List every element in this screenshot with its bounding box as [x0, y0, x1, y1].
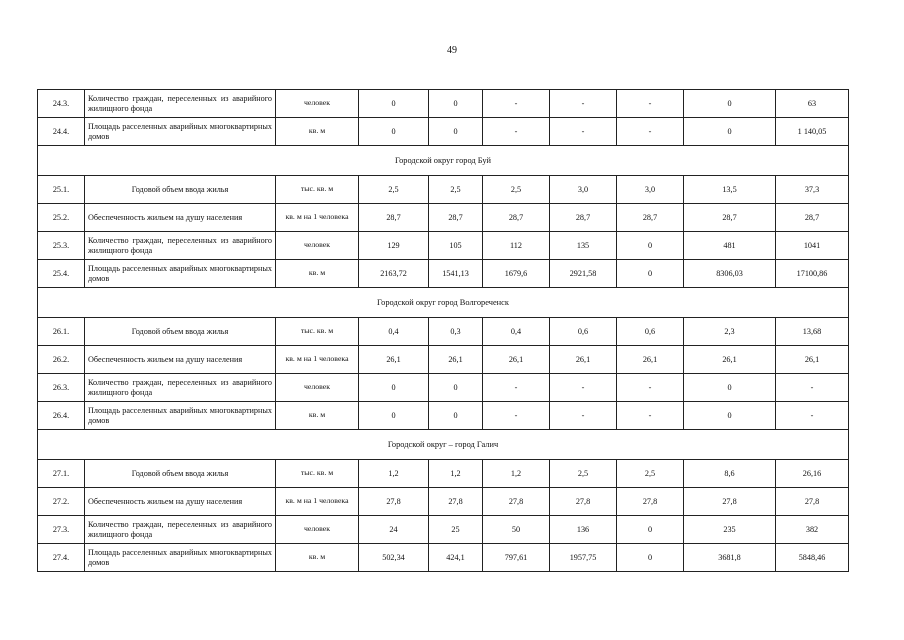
section-title: Городской округ город Волгореченск [38, 288, 849, 318]
value-cell: 1,2 [483, 460, 550, 488]
value-cell: - [776, 374, 849, 402]
value-cell: 0,6 [617, 318, 684, 346]
value-cell: 0 [684, 402, 776, 430]
indicator-name: Количество граждан, переселенных из аварийного жилищного фонда [85, 374, 276, 402]
table-row [38, 90, 849, 118]
table-row [38, 544, 849, 572]
indicators-table [37, 89, 849, 572]
page-number: 49 [447, 45, 457, 56]
row-number: 26.3. [38, 374, 85, 402]
value-cell: 26,1 [429, 346, 483, 374]
value-cell: - [483, 118, 550, 146]
unit-cell: кв. м [276, 544, 359, 572]
value-cell: 5848,46 [776, 544, 849, 572]
value-cell: 28,7 [617, 204, 684, 232]
value-cell: - [550, 90, 617, 118]
table-row [38, 204, 849, 232]
value-cell: 0 [684, 90, 776, 118]
section-title: Городской округ город Буй [38, 146, 849, 176]
value-cell: 28,7 [684, 204, 776, 232]
value-cell: 3,0 [617, 176, 684, 204]
value-cell: 26,1 [684, 346, 776, 374]
value-cell: - [617, 118, 684, 146]
table-row [38, 260, 849, 288]
indicator-name: Обеспеченность жильем на душу населения [85, 488, 276, 516]
value-cell: 0 [359, 402, 429, 430]
row-number: 24.3. [38, 90, 85, 118]
row-number: 26.4. [38, 402, 85, 430]
row-number: 25.1. [38, 176, 85, 204]
value-cell: 0 [359, 118, 429, 146]
value-cell: 3,0 [550, 176, 617, 204]
unit-cell: человек [276, 90, 359, 118]
unit-cell: тыс. кв. м [276, 176, 359, 204]
value-cell: 1 140,05 [776, 118, 849, 146]
value-cell: 502,34 [359, 544, 429, 572]
table-row [38, 488, 849, 516]
value-cell: 2,3 [684, 318, 776, 346]
value-cell: 0 [617, 232, 684, 260]
value-cell: 797,61 [483, 544, 550, 572]
value-cell: 0 [617, 544, 684, 572]
unit-cell: кв. м на 1 человека [276, 346, 359, 374]
value-cell: 27,8 [684, 488, 776, 516]
value-cell: 26,1 [550, 346, 617, 374]
row-number: 27.4. [38, 544, 85, 572]
indicator-name: Обеспеченность жильем на душу населения [85, 346, 276, 374]
table-row [38, 346, 849, 374]
table-row [38, 118, 849, 146]
indicator-name: Количество граждан, переселенных из аварийного жилищного фонда [85, 232, 276, 260]
value-cell: 1,2 [429, 460, 483, 488]
value-cell: 1957,75 [550, 544, 617, 572]
value-cell: 235 [684, 516, 776, 544]
row-number: 25.2. [38, 204, 85, 232]
value-cell: - [550, 118, 617, 146]
value-cell: 28,7 [550, 204, 617, 232]
table-row [38, 402, 849, 430]
row-number: 26.1. [38, 318, 85, 346]
value-cell: 0 [617, 260, 684, 288]
indicator-name: Площадь расселенных аварийных многоквартирных домов [85, 544, 276, 572]
unit-cell: человек [276, 232, 359, 260]
unit-cell: кв. м на 1 человека [276, 488, 359, 516]
value-cell: 0 [429, 402, 483, 430]
value-cell: - [617, 90, 684, 118]
value-cell: 26,1 [483, 346, 550, 374]
row-number: 27.1. [38, 460, 85, 488]
value-cell: - [776, 402, 849, 430]
value-cell: 2163,72 [359, 260, 429, 288]
value-cell: 8306,03 [684, 260, 776, 288]
table-row [38, 176, 849, 204]
section-title: Городской округ – город Галич [38, 430, 849, 460]
value-cell: 2921,58 [550, 260, 617, 288]
indicator-name: Площадь расселенных аварийных многоквартирных домов [85, 118, 276, 146]
value-cell: 0 [429, 118, 483, 146]
value-cell: 27,8 [776, 488, 849, 516]
value-cell: 27,8 [617, 488, 684, 516]
value-cell: 27,8 [483, 488, 550, 516]
value-cell: 50 [483, 516, 550, 544]
row-number: 25.3. [38, 232, 85, 260]
value-cell: - [550, 402, 617, 430]
value-cell: 424,1 [429, 544, 483, 572]
value-cell: 0 [429, 374, 483, 402]
table-body [38, 90, 849, 572]
table-row [38, 516, 849, 544]
value-cell: - [617, 374, 684, 402]
unit-cell: кв. м [276, 402, 359, 430]
row-number: 24.4. [38, 118, 85, 146]
indicator-name: Годовой объем ввода жилья [85, 176, 276, 204]
value-cell: 24 [359, 516, 429, 544]
value-cell: 382 [776, 516, 849, 544]
indicator-name: Площадь расселенных аварийных многоквартирных домов [85, 402, 276, 430]
unit-cell: кв. м [276, 118, 359, 146]
value-cell: 28,7 [359, 204, 429, 232]
value-cell: 129 [359, 232, 429, 260]
value-cell: 0 [359, 90, 429, 118]
value-cell: 26,1 [617, 346, 684, 374]
value-cell: 0 [684, 374, 776, 402]
value-cell: 28,7 [776, 204, 849, 232]
value-cell: 28,7 [483, 204, 550, 232]
indicator-name: Площадь расселенных аварийных многоквартирных домов [85, 260, 276, 288]
table-row [38, 232, 849, 260]
value-cell: 2,5 [359, 176, 429, 204]
value-cell: 0,4 [483, 318, 550, 346]
value-cell: 1041 [776, 232, 849, 260]
row-number: 26.2. [38, 346, 85, 374]
value-cell: 1679,6 [483, 260, 550, 288]
value-cell: 2,5 [550, 460, 617, 488]
value-cell: 63 [776, 90, 849, 118]
unit-cell: кв. м на 1 человека [276, 204, 359, 232]
value-cell: 25 [429, 516, 483, 544]
value-cell: 0,3 [429, 318, 483, 346]
value-cell: - [483, 374, 550, 402]
value-cell: - [550, 374, 617, 402]
value-cell: 26,1 [359, 346, 429, 374]
indicator-name: Годовой объем ввода жилья [85, 318, 276, 346]
row-number: 27.3. [38, 516, 85, 544]
value-cell: 0 [684, 118, 776, 146]
value-cell: 136 [550, 516, 617, 544]
value-cell: 2,5 [483, 176, 550, 204]
value-cell: 112 [483, 232, 550, 260]
value-cell: 17100,86 [776, 260, 849, 288]
section-row [38, 430, 849, 460]
value-cell: 0 [617, 516, 684, 544]
value-cell: 135 [550, 232, 617, 260]
row-number: 25.4. [38, 260, 85, 288]
value-cell: 105 [429, 232, 483, 260]
value-cell: 0,4 [359, 318, 429, 346]
row-number: 27.2. [38, 488, 85, 516]
value-cell: 26,1 [776, 346, 849, 374]
unit-cell: кв. м [276, 260, 359, 288]
unit-cell: тыс. кв. м [276, 460, 359, 488]
table-row [38, 318, 849, 346]
value-cell: 28,7 [429, 204, 483, 232]
value-cell: - [483, 90, 550, 118]
unit-cell: человек [276, 516, 359, 544]
table-row [38, 460, 849, 488]
value-cell: - [617, 402, 684, 430]
value-cell: 0 [359, 374, 429, 402]
value-cell: 13,5 [684, 176, 776, 204]
unit-cell: тыс. кв. м [276, 318, 359, 346]
value-cell: 2,5 [429, 176, 483, 204]
value-cell: 1,2 [359, 460, 429, 488]
indicator-name: Годовой объем ввода жилья [85, 460, 276, 488]
value-cell: 26,16 [776, 460, 849, 488]
table-row [38, 374, 849, 402]
indicator-name: Обеспеченность жильем на душу населения [85, 204, 276, 232]
value-cell: 0 [429, 90, 483, 118]
unit-cell: человек [276, 374, 359, 402]
value-cell: - [483, 402, 550, 430]
value-cell: 0,6 [550, 318, 617, 346]
value-cell: 8,6 [684, 460, 776, 488]
value-cell: 1541,13 [429, 260, 483, 288]
value-cell: 2,5 [617, 460, 684, 488]
value-cell: 3681,8 [684, 544, 776, 572]
value-cell: 13,68 [776, 318, 849, 346]
value-cell: 481 [684, 232, 776, 260]
value-cell: 37,3 [776, 176, 849, 204]
value-cell: 27,8 [550, 488, 617, 516]
value-cell: 27,8 [359, 488, 429, 516]
indicator-name: Количество граждан, переселенных из аварийного жилищного фонда [85, 90, 276, 118]
section-row [38, 146, 849, 176]
value-cell: 27,8 [429, 488, 483, 516]
indicator-name: Количество граждан, переселенных из аварийного жилищного фонда [85, 516, 276, 544]
section-row [38, 288, 849, 318]
